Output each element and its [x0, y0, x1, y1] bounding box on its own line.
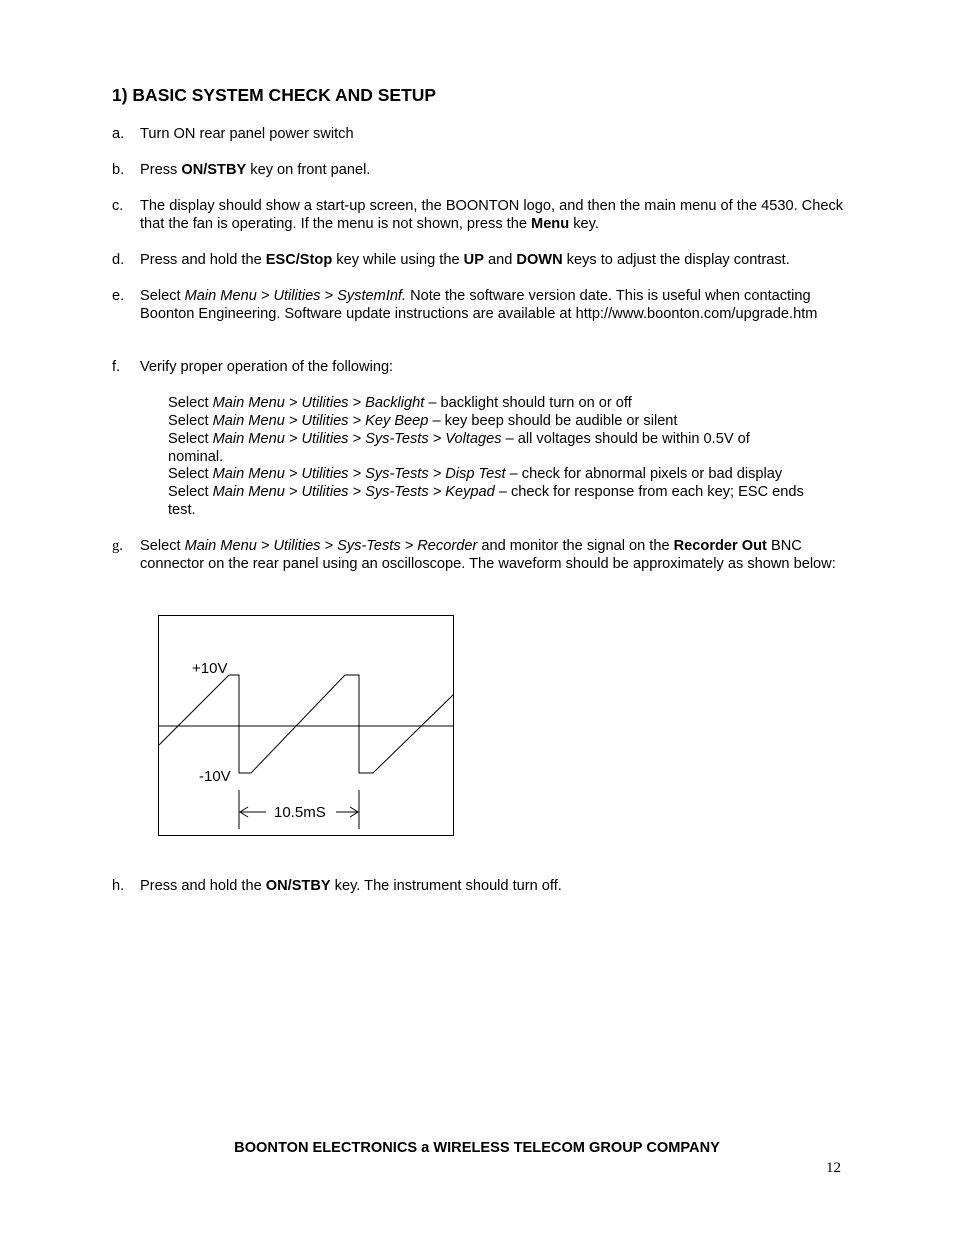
minus-10v-label: -10V: [199, 768, 231, 785]
sub-text: Select: [168, 466, 213, 482]
step-text: keys to adjust the display contrast.: [562, 252, 790, 268]
step-label: g.: [112, 538, 123, 554]
step-text: Press and hold the: [140, 878, 266, 894]
plus-10v-label: +10V: [192, 660, 228, 677]
sub-text: Select: [168, 484, 213, 500]
sub-step-disp-test: [168, 465, 848, 483]
key-name: UP: [463, 252, 484, 268]
sub-text: Select: [168, 395, 213, 411]
menu-path: Main Menu > Utilities > Key Beep: [212, 413, 429, 429]
step-text: key while using the: [332, 252, 464, 268]
period-label: 10.5mS: [274, 804, 326, 821]
sub-text: – key beep should be audible or silent: [428, 413, 678, 429]
menu-path: Main Menu > Utilities > Sys-Tests > Disp Test: [212, 466, 506, 482]
step-text: The display should show a start-up screen, the BOONTON logo, and then the main menu of the 4530. Check that the fan is operating. If the menu is not shown, press the: [140, 198, 844, 232]
section-heading: 1) BASIC SYSTEM CHECK AND SETUP: [112, 85, 437, 105]
oscilloscope-waveform-figure: [158, 615, 454, 836]
menu-path: Main Menu > Utilities > Sys-Tests > Voltages: [212, 431, 502, 447]
key-name: ON/STBY: [265, 878, 331, 894]
step-text: and: [483, 252, 517, 268]
menu-path: Main Menu > Utilities > Sys-Tests > Recorder: [184, 538, 478, 554]
step-text: key. The instrument should turn off.: [330, 878, 562, 894]
sub-text: – backlight should turn on or off: [424, 395, 632, 411]
step-label: f.: [112, 359, 121, 375]
step-label: a.: [112, 126, 125, 142]
step-label: d.: [112, 252, 125, 268]
waveform-svg: [158, 615, 454, 836]
menu-path: Main Menu > Utilities > Sys-Tests > Keypad: [212, 484, 495, 500]
step-d: [112, 251, 852, 269]
key-name: ESC/Stop: [265, 252, 333, 268]
page-number: 12: [826, 1160, 841, 1176]
sub-step-voltages: [168, 430, 808, 466]
step-text: Note the software version date. This is useful when contacting Boonton Engineering. Software update instructions are available at http://www.boonton.com/upgrade.htm: [140, 288, 818, 322]
sub-text: – check for abnormal pixels or bad display: [505, 466, 783, 482]
step-g: [112, 537, 852, 573]
sub-text: – all voltages should be within 0.5V of nominal.: [168, 431, 750, 465]
sub-text: Select: [168, 431, 213, 447]
sub-step-backlight: [168, 394, 848, 412]
step-label: h.: [112, 878, 125, 894]
key-name: DOWN: [516, 252, 563, 268]
step-label: c.: [112, 198, 124, 214]
sub-text: – check for response from each key; ESC ends test.: [168, 484, 804, 518]
step-text: key on front panel.: [246, 162, 371, 178]
step-text: BNC connector on the rear panel using an oscilloscope. The waveform should be approximately as shown below:: [140, 538, 836, 572]
key-name: Menu: [531, 216, 570, 232]
step-text: Select: [140, 288, 185, 304]
menu-path: Main Menu > Utilities > Backlight: [212, 395, 425, 411]
step-text: Verify proper operation of the following:: [140, 359, 394, 375]
step-label: e.: [112, 288, 125, 304]
page-footer: BOONTON ELECTRONICS a WIRELESS TELECOM GROUP COMPANY: [234, 1140, 720, 1156]
sub-text: Select: [168, 413, 213, 429]
connector-name: Recorder Out: [673, 538, 767, 554]
step-b: [112, 161, 852, 179]
menu-path: Main Menu > Utilities > SystemInf.: [184, 288, 407, 304]
step-text: Turn ON rear panel power switch: [140, 126, 354, 142]
step-a: [112, 125, 852, 143]
step-text: key.: [569, 216, 599, 232]
sub-step-key-beep: [168, 412, 848, 430]
step-e: [112, 287, 852, 323]
sub-step-keypad: [168, 483, 828, 519]
step-text: and monitor the signal on the: [477, 538, 674, 554]
step-text: Select: [140, 538, 185, 554]
step-label: b.: [112, 162, 125, 178]
step-text: Press and hold the: [140, 252, 266, 268]
step-h: [112, 877, 852, 895]
step-c: [112, 197, 852, 233]
step-text: Press: [140, 162, 182, 178]
key-name: ON/STBY: [181, 162, 247, 178]
step-f: [112, 358, 852, 376]
